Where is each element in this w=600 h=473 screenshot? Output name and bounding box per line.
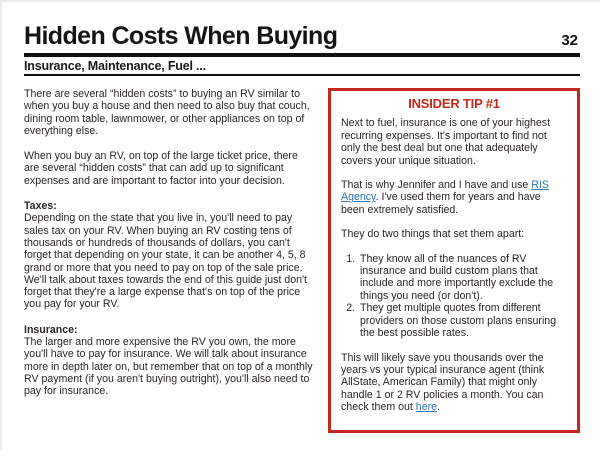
tip-list-item-1: 1. They know all of the nuances of RV insurance and build custom plans that include and more importantly exclude the things you need (or don't).	[358, 253, 567, 303]
insider-tip-title: INSIDER TIP #1	[408, 96, 500, 111]
page-header	[24, 24, 580, 76]
intro-paragraph-1: There are several “hidden costs” to buying an RV similar to when you buy a house and then need to also buy that couch, dining room table, lawnmower, or other appliances on top of everything else.	[24, 88, 310, 137]
page-subtitle: Insurance, Maintenance, Fuel ...	[24, 59, 206, 73]
tip-paragraph-2-text: That is why Jennifer and I have and use	[341, 179, 532, 192]
tip-paragraph-1: Next to fuel, insurance is one of your highest recurring expenses. It's important to find not only the best deal but one that adequately covers your unique situation.	[341, 117, 551, 167]
tip-paragraph-2	[341, 179, 567, 216]
tip-numbered-list	[341, 253, 567, 340]
insurance-paragraph: The larger and more expensive the RV you own, the more you'll have to pay for insurance. We will talk about insurance more in depth later on, but remember that on top of a monthly RV payment (if you aren't buying outright), you'll also need to pay for insurance.	[24, 336, 313, 398]
title-rule	[24, 53, 580, 57]
content-columns	[24, 88, 580, 433]
taxes-paragraph: Depending on the state that you live in, you'll need to pay sales tax on your RV. When buying an RV costing tens of thousands or hundreds of thousands of dollars, you can't forget that depending on your state, it can be another 4, 5, 8 grand or more that you need to pay on top of the sale price. We'll talk about taxes towards the end of this guide just don't forget that they're a large expense that's on top of the price you pay for your RV.	[24, 212, 307, 311]
here-link[interactable]: here	[415, 401, 437, 414]
subtitle-rule	[24, 74, 580, 76]
page-number: 32	[561, 32, 578, 49]
tip-paragraph-4-text-after: .	[437, 401, 440, 414]
insurance-heading: Insurance:	[24, 323, 78, 336]
tip-list-item-2: 2. They get multiple quotes from different providers on those custom plans ensuring the best possible rates.	[358, 302, 567, 339]
insider-tip-box	[328, 88, 580, 433]
document-page	[2, 24, 600, 473]
tip-paragraph-4-text: This will likely save you thousands over the years vs your typical insurance agent (think AllState, American Family) that might only handle 1 or 2 RV policies a month. You can check them out	[341, 351, 545, 414]
intro-paragraph-2: When you buy an RV, on top of the large ticket price, there are several “hidden costs” that can add up to significant expenses and are important to factor into your decision.	[24, 150, 298, 187]
tip-paragraph-3: They do two things that set them apart:	[341, 228, 525, 241]
body-text-column	[24, 88, 314, 433]
tip-paragraph-4	[341, 352, 567, 414]
title-row	[24, 24, 580, 49]
page-title: Hidden Costs When Buying	[24, 22, 338, 50]
tip-paragraph-2-text-after: . I've used them for years and have been extremely satisfied.	[341, 191, 541, 216]
taxes-heading: Taxes:	[24, 200, 57, 213]
ris-agency-link[interactable]: RIS Agency	[341, 179, 549, 204]
